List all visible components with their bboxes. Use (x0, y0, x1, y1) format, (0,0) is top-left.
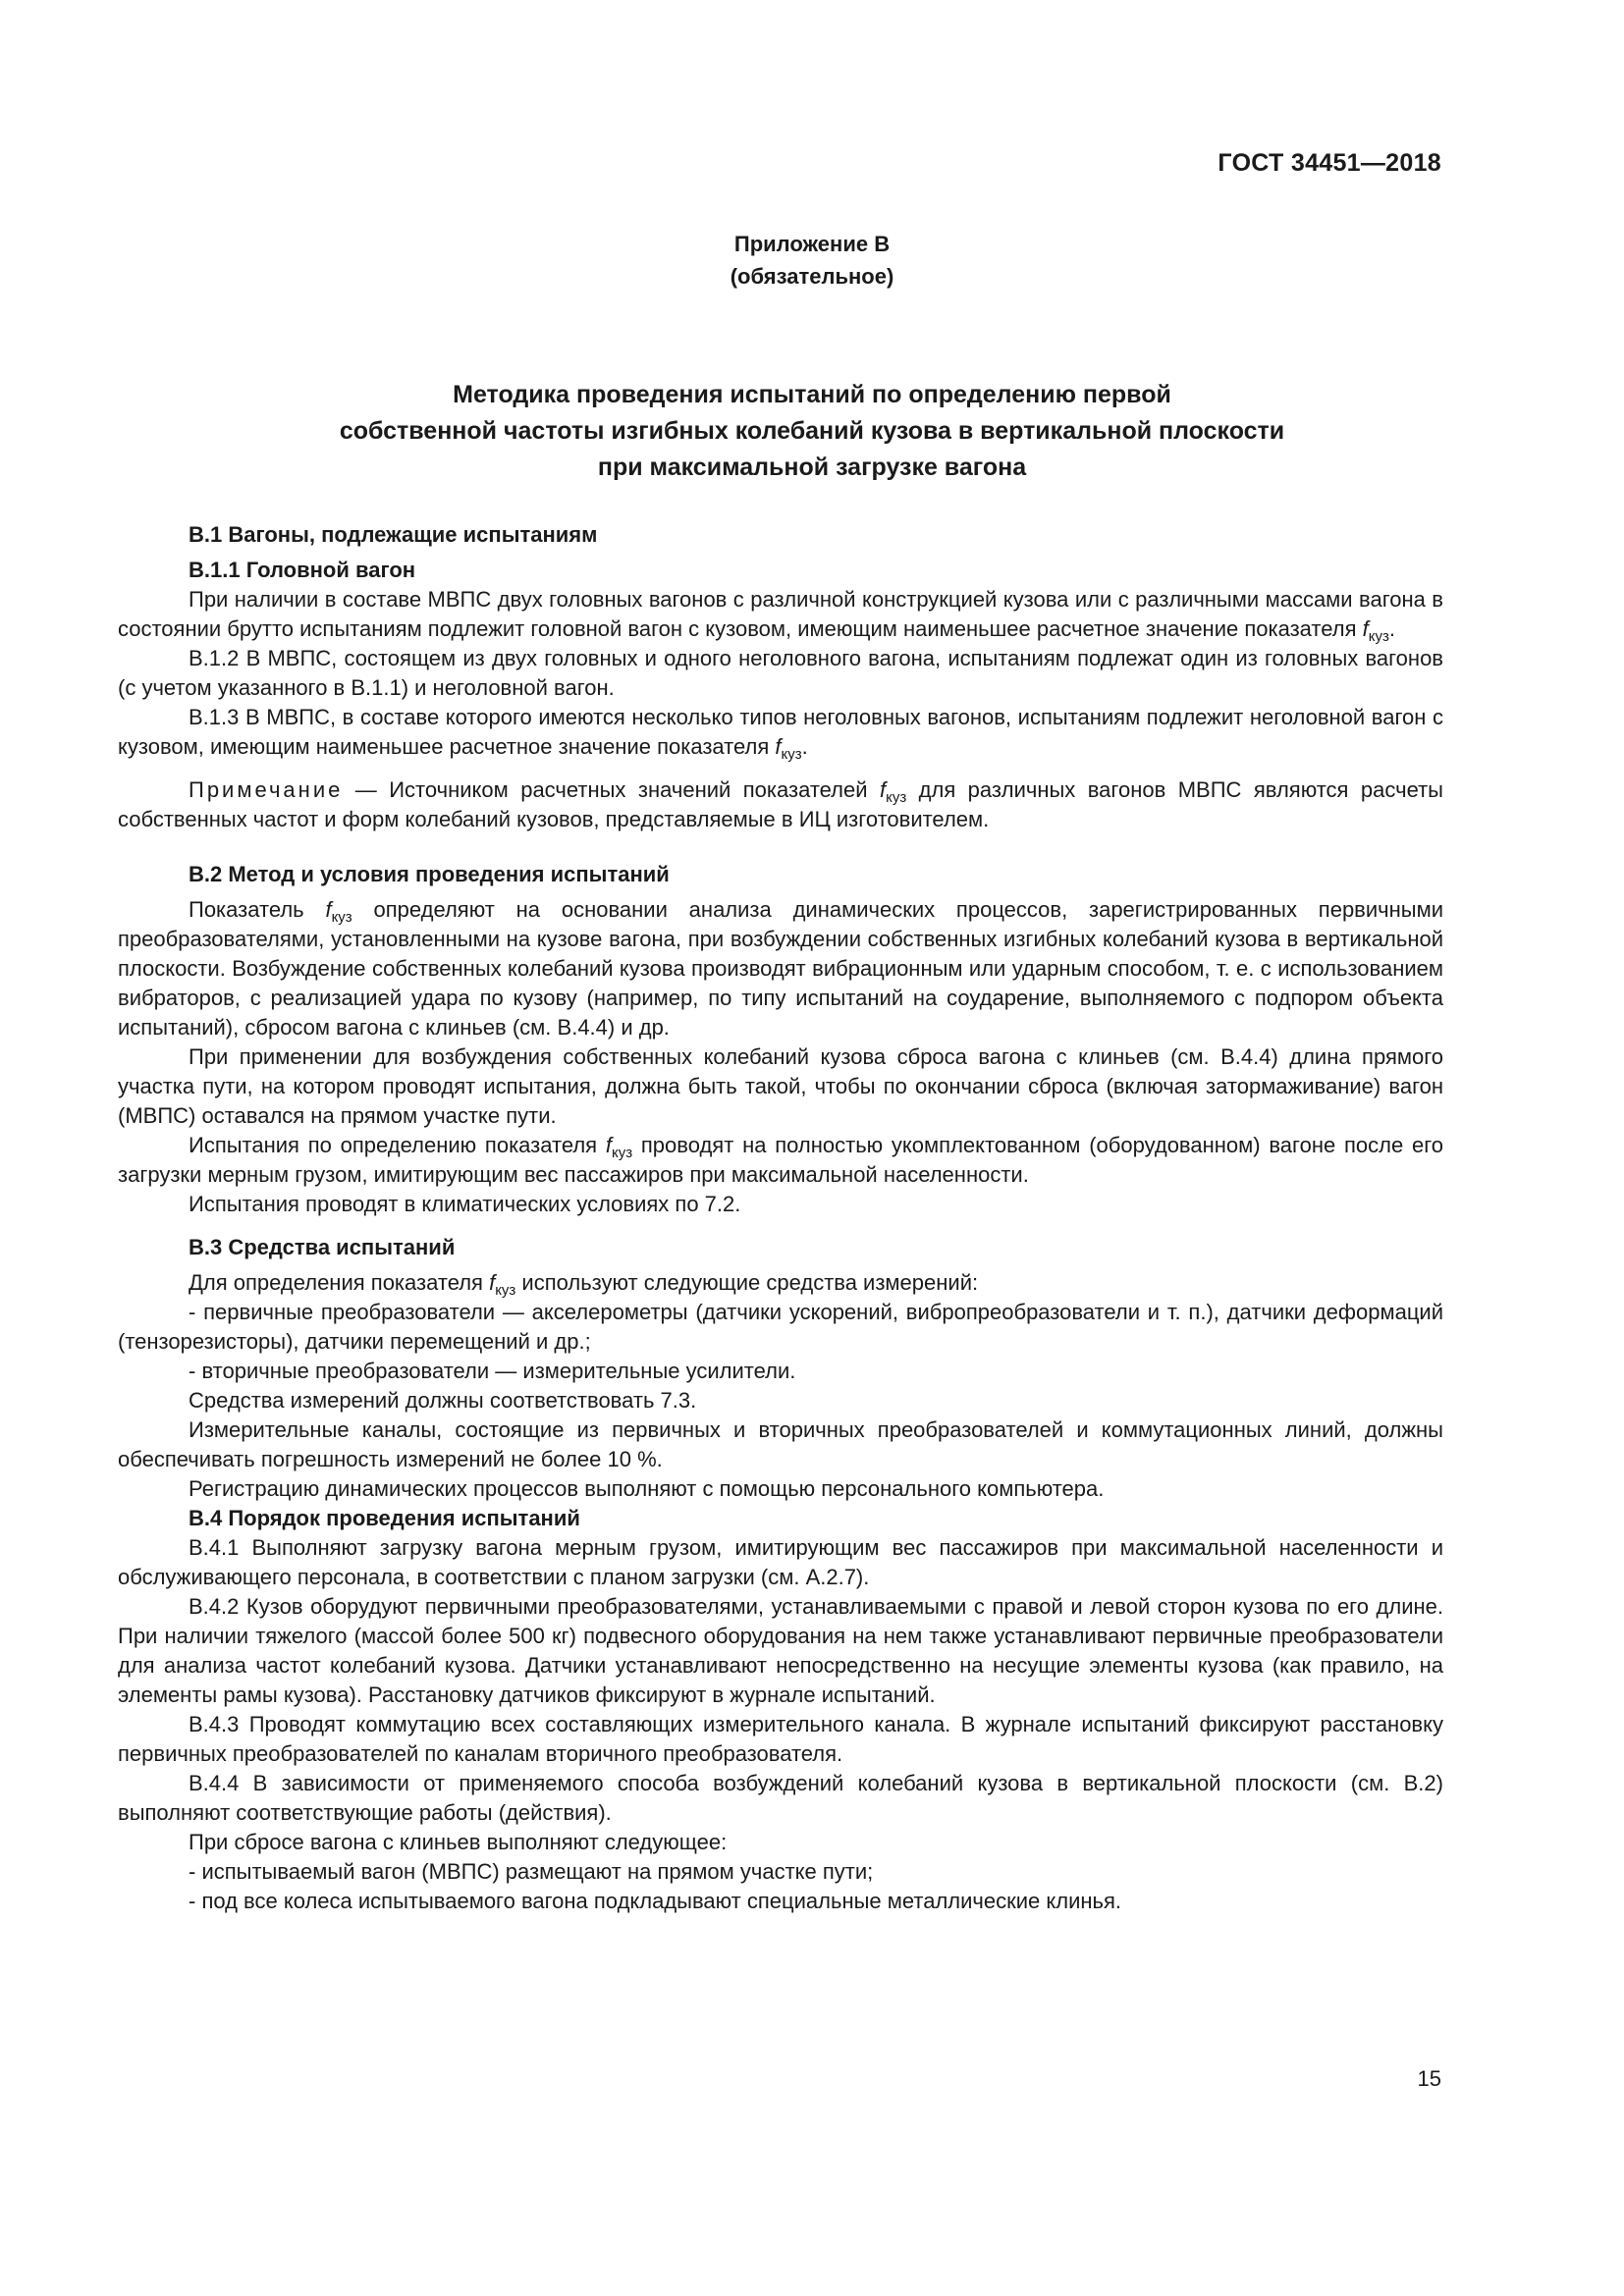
paragraph-b2-4: Испытания проводят в климатических условиях по 7.2. (189, 1192, 741, 1216)
paragraph-b12: В.1.2 В МВПС, состоящем из двух головных и одного неголовного вагона, испытаниям подлежат один из головных вагонов (с учетом указанного в В.1.1) и неголовной вагон. (118, 646, 1443, 700)
section-heading-b1: В.1 Вагоны, подлежащие испытаниям (189, 522, 598, 547)
note-label: Примечание (189, 777, 344, 802)
appendix-status: (обязательное) (730, 264, 894, 289)
paragraph-b4-2: В.4.2 Кузов оборудуют первичными преобразователями, устанавливаемыми с правой и левой сторон кузова по его длине. При наличии тяжелого (массой более 500 кг) подвесного оборудования на нем также устанавливают первичные преобразователи для анализа частот колебаний кузова. Датчики устанавливают непосредственно на несущие элементы кузова (как правило, на элементы рамы кузова). Расстановку датчиков фиксируют в журнале испытаний. (118, 1594, 1443, 1707)
section-heading-b2: В.2 Метод и условия проведения испытаний (189, 862, 670, 886)
paragraph-b3-3: Измерительные каналы, состоящие из первичных и вторичных преобразователей и коммутационных линий, должны обеспечивать погрешность измерений не более 10 %. (118, 1417, 1443, 1471)
paragraph-b3-1: Для определения показателя $f_{куз}$ используют следующие средства измерений: (189, 1270, 979, 1299)
list-item: - первичные преобразователи — акселерометры (датчики ускорений, вибропреобразователи и т. п.), датчики деформаций (тензорезисторы), датчики перемещений и др.; (118, 1300, 1443, 1354)
list-item: - под все колеса испытываемого вагона подкладывают специальные металлические клинья. (189, 1889, 1122, 1913)
paragraph-b4-4: В.4.4 В зависимости от применяемого способа возбуждений колебаний кузова в вертикальной плоскости (см. В.2) выполняют соответствующие работы (действия). (118, 1771, 1443, 1825)
paragraph-b4-1: В.4.1 Выполняют загрузку вагона мерным грузом, имитирующим вес пассажиров при максимальной населенности и обслуживающего персонала, в соответствии с планом загрузки (см. А.2.7). (118, 1535, 1443, 1589)
paragraph-b3-4: Регистрацию динамических процессов выполняют с помощью персонального компьютера. (189, 1476, 1105, 1501)
paragraph-b2-2: При применении для возбуждения собственных колебаний кузова сброса вагона с клиньев (см. В.4.4) длина прямого участка пути, на котором проводят испытания, должна быть такой, чтобы по окончании сброса (включая затормаживание) вагон (МВПС) оставался на прямом участке пути. (118, 1044, 1443, 1128)
paragraph-b11: При наличии в составе МВПС двух головных вагонов с различной конструкцией кузова или с различными массами вагона в состоянии брутто испытаниям подлежит головной вагон с кузовом, имеющим наименьшее расчетное значение показателя $f_{куз}$. (118, 587, 1443, 645)
note-paragraph: Примечание — Источником расчетных значений показателей $f_{куз}$ для различных вагонов МВПС являются расчеты собственных частот и форм колебаний кузовов, представляемые в ИЦ изготовителем. (118, 777, 1443, 831)
paragraph-b4-3: В.4.3 Проводят коммутацию всех составляющих измерительного канала. В журнале испытаний фиксируют расстановку первичных преобразователей по каналам вторичного преобразователя. (118, 1712, 1443, 1766)
page-number: 15 (1417, 2066, 1441, 2091)
standard-number: ГОСТ 34451—2018 (1218, 149, 1441, 177)
appendix-label: Приложение В (733, 232, 891, 256)
paragraph-b3-2: Средства измерений должны соответствовать 7.3. (189, 1388, 697, 1413)
document-title (0, 377, 1624, 486)
section-heading-b4: В.4 Порядок проведения испытаний (189, 1506, 580, 1530)
title-line: Методика проведения испытаний по определению первой (453, 381, 1171, 408)
document-body (118, 520, 1443, 1916)
title-line: собственной частоты изгибных колебаний кузова в вертикальной плоскости (339, 417, 1285, 445)
list-item: - испытываемый вагон (МВПС) размещают на прямом участке пути; (189, 1859, 874, 1884)
appendix-heading (0, 228, 1624, 293)
list-item: - вторичные преобразователи — измерительные усилители. (189, 1359, 796, 1383)
paragraph-b13: В.1.3 В МВПС, в составе которого имеются несколько типов неголовных вагонов, испытаниям подлежит неголовной вагон с кузовом, имеющим наименьшее расчетное значение показателя $f_{куз}$. (118, 705, 1443, 763)
paragraph-b2-3: Испытания по определению показателя $f_{куз}$ проводят на полностью укомплектованном (оборудованном) вагоне после его загрузки мерным грузом, имитирующим вес пассажиров при максимальной населенности. (118, 1133, 1443, 1187)
section-heading-b3: В.3 Средства испытаний (189, 1235, 456, 1259)
subsection-heading-b11: В.1.1 Головной вагон (189, 558, 416, 582)
title-line: при максимальной загрузке вагона (597, 454, 1027, 481)
paragraph-b4-5: При сбросе вагона с клиньев выполняют следующее: (189, 1830, 728, 1854)
paragraph-b2-1: Показатель $f_{куз}$ определяют на основании анализа динамических процессов, зарегистрированных первичными преобразователями, установленными на кузове вагона, при возбуждении собственных изгибных колебаний кузова в вертикальной плоскости. Возбуждение собственных колебаний кузова производят вибрационным или ударным способом, т. е. с использованием вибраторов, с реализацией удара по кузову (например, по типу испытаний на соударение, выполняемого с подпором объекта испытаний), сбросом вагона с клиньев (см. В.4.4) и др. (118, 897, 1443, 1040)
